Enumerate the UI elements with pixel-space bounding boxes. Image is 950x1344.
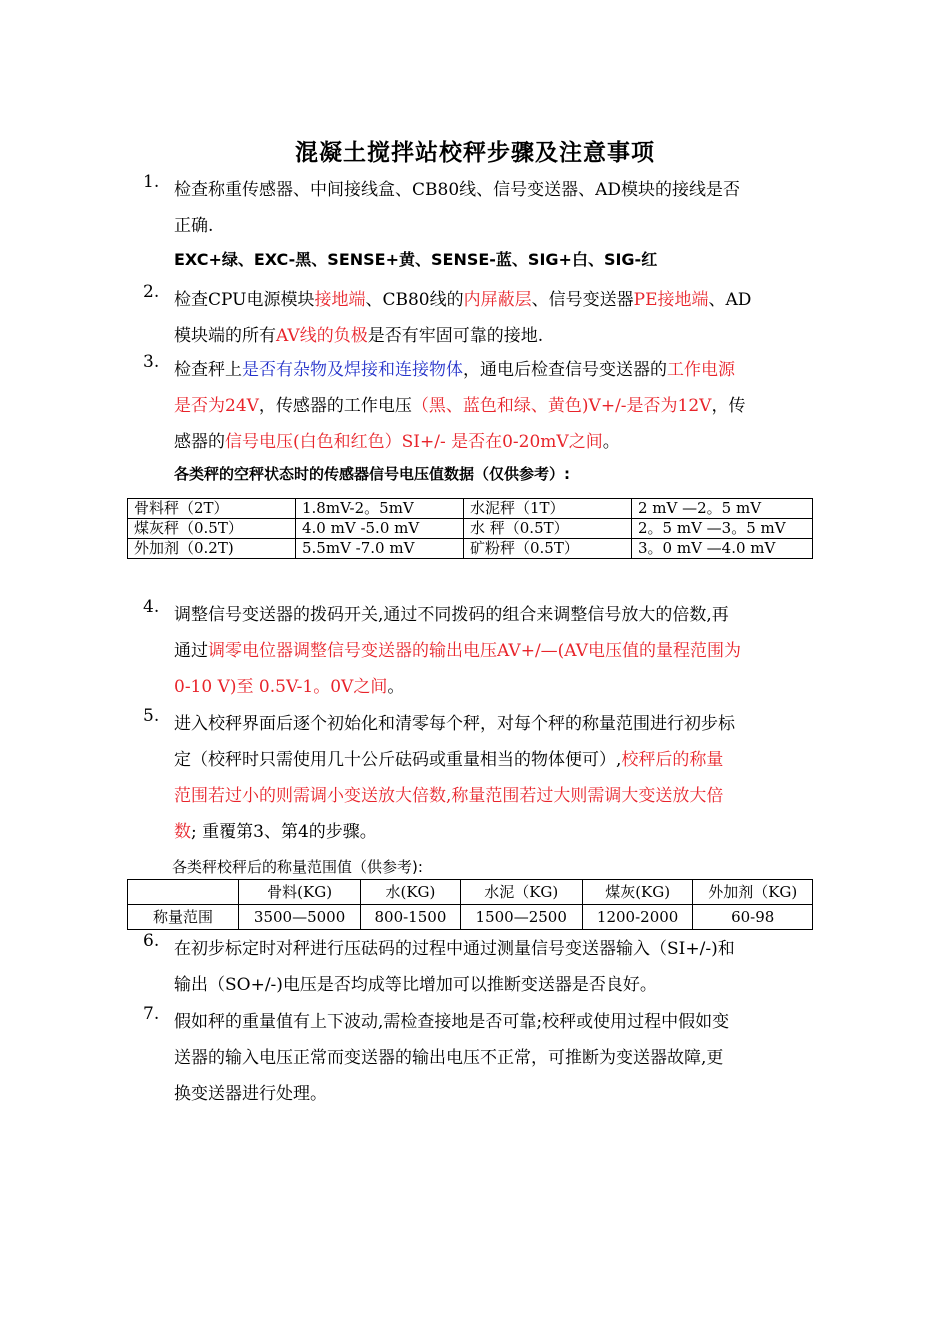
table-cell: 矿粉秤（0.5T） (464, 539, 632, 559)
table-header-cell: 外加剂（KG) (693, 880, 813, 905)
highlight-text: 范围若过小的则需调小变送放大倍数,称量范围若过大则需调大变送放大倍 (174, 786, 724, 806)
table-cell: 2 mV —2。5 mV (632, 499, 813, 519)
table-cell: 60-98 (693, 905, 813, 930)
table-cell: 2。5 mV —3。5 mV (632, 519, 813, 539)
table2-caption: 各类秤校秤后的称量范围值（供参考): (172, 858, 423, 876)
highlight-text: 校秤后的称量 (621, 750, 724, 770)
item-text: 、CB80线的 (365, 290, 464, 310)
item-number: 6. (143, 931, 160, 951)
list-item-4 (143, 597, 813, 705)
list-item-5 (143, 706, 813, 850)
item-text: ; 重覆第3、第4的步骤。 (191, 822, 377, 842)
list-item-2 (143, 282, 813, 354)
item-text: 换变送器进行处理。 (174, 1084, 327, 1104)
table-row (128, 905, 813, 930)
list-item-6 (143, 931, 813, 1003)
item-text: ，传 (711, 396, 746, 416)
item-text: 通过 (174, 641, 208, 661)
item-text: 、AD (708, 290, 752, 310)
table1-caption: 各类秤的空秤状态时的传感器信号电压值数据（仅供参考）: (174, 465, 571, 483)
item-text: 定（校秤时只需使用几十公斤砝码或重量相当的物体便可）, (174, 750, 622, 770)
highlight-text: PE接地端 (633, 290, 709, 310)
table-cell: 5.5mV -7.0 mV (296, 539, 464, 559)
item-text: 检查CPU电源模块 (174, 290, 315, 310)
table-cell: 1500—2500 (460, 905, 582, 930)
table-header-cell (128, 880, 239, 905)
highlight-text-blue: 是否有杂物及焊接和连接物体 (242, 360, 463, 380)
weighing-range-table (127, 879, 813, 930)
table-cell: 骨料秤（2T） (128, 499, 296, 519)
table-row-label: 称量范围 (128, 905, 239, 930)
item-text: 感器的 (174, 432, 225, 452)
item-text: 、信号变送器 (531, 290, 634, 310)
table-header-cell: 煤灰(KG) (582, 880, 693, 905)
item-text: 调整信号变送器的拨码开关,通过不同拨码的组合来调整信号放大的倍数,再 (174, 605, 729, 625)
table-cell: 3500—5000 (239, 905, 361, 930)
highlight-text: 信号电压(白色和红色）SI+/- 是否在0-20mV之间 (225, 432, 603, 452)
table-header-row (128, 880, 813, 905)
table-row (128, 519, 813, 539)
item-text: 。 (387, 677, 405, 697)
item-text: 进入校秤界面后逐个初始化和清零每个秤，对每个秤的称量范围进行初步标 (174, 714, 735, 734)
table-row (128, 499, 813, 519)
item-number: 4. (143, 597, 160, 617)
table-header-cell: 骨料(KG) (239, 880, 361, 905)
item-text: 假如秤的重量值有上下波动,需检查接地是否可靠;校秤或使用过程中假如变 (174, 1012, 730, 1032)
highlight-text: AV线的负极 (276, 326, 368, 346)
item-text: 检查秤上 (174, 360, 242, 380)
wire-color-legend: EXC+绿、EXC-黑、SENSE+黄、SENSE-蓝、SIG+白、SIG-红 (174, 250, 658, 269)
item-text: 。 (602, 432, 620, 452)
item-text: 在初步标定时对秤进行压砝码的过程中通过测量信号变送器输入（SI+/-)和 (174, 939, 735, 959)
table-cell: 1.8mV-2。5mV (296, 499, 464, 519)
highlight-text: 工作电源 (667, 360, 735, 380)
item-number: 2. (143, 282, 160, 302)
table-cell: 800-1500 (361, 905, 460, 930)
item-text: ，通电后检查信号变送器的 (463, 360, 667, 380)
table-cell: 1200-2000 (582, 905, 693, 930)
item-text: 送器的输入电压正常而变送器的输出电压不正常，可推断为变送器故障,更 (174, 1048, 724, 1068)
table-cell: 煤灰秤（0.5T） (128, 519, 296, 539)
item-text: 输出（SO+/-)电压是否均成等比增加可以推断变送器是否良好。 (174, 975, 657, 995)
highlight-text: （黑、蓝色和绿、黄色)V+/-是否为12V (411, 396, 712, 416)
item-text: 是否有牢固可靠的接地. (367, 326, 544, 346)
item-number: 1. (143, 172, 160, 192)
table-header-cell: 水(KG) (361, 880, 460, 905)
highlight-text: 接地端 (314, 290, 366, 310)
table-cell: 4.0 mV -5.0 mV (296, 519, 464, 539)
item-text: ，传感器的工作电压 (258, 396, 412, 416)
item-number: 7. (143, 1004, 160, 1024)
table-header-cell: 水泥（KG) (460, 880, 582, 905)
list-item-3 (143, 352, 813, 460)
highlight-text: 内屏蔽层 (463, 290, 532, 310)
highlight-text: 调零电位器调整信号变送器的输出电压AV+/—(AV电压值的量程范围为 (208, 641, 742, 661)
item-number: 3. (143, 352, 160, 372)
table-cell: 外加剂（0.2T) (128, 539, 296, 559)
document-title: 混凝土搅拌站校秤步骤及注意事项 (295, 139, 655, 166)
highlight-text: 数 (174, 822, 191, 842)
item-number: 5. (143, 706, 160, 726)
highlight-text: 0-10 V)至 0.5V-1。0V之间 (174, 677, 388, 697)
item-text: 检查称重传感器、中间接线盒、CB80线、信号变送器、AD模块的接线是否 (174, 180, 741, 200)
highlight-text: 是否为24V (174, 396, 259, 416)
table-cell: 水泥秤（1T） (464, 499, 632, 519)
sensor-voltage-table (127, 498, 813, 559)
item-text: 模块端的所有 (174, 326, 276, 346)
table-cell: 3。0 mV —4.0 mV (632, 539, 813, 559)
table-row (128, 539, 813, 559)
table-cell: 水 秤（0.5T） (464, 519, 632, 539)
list-item-7 (143, 1004, 813, 1112)
list-item-1 (143, 172, 813, 244)
item-text: 正确. (174, 216, 214, 236)
